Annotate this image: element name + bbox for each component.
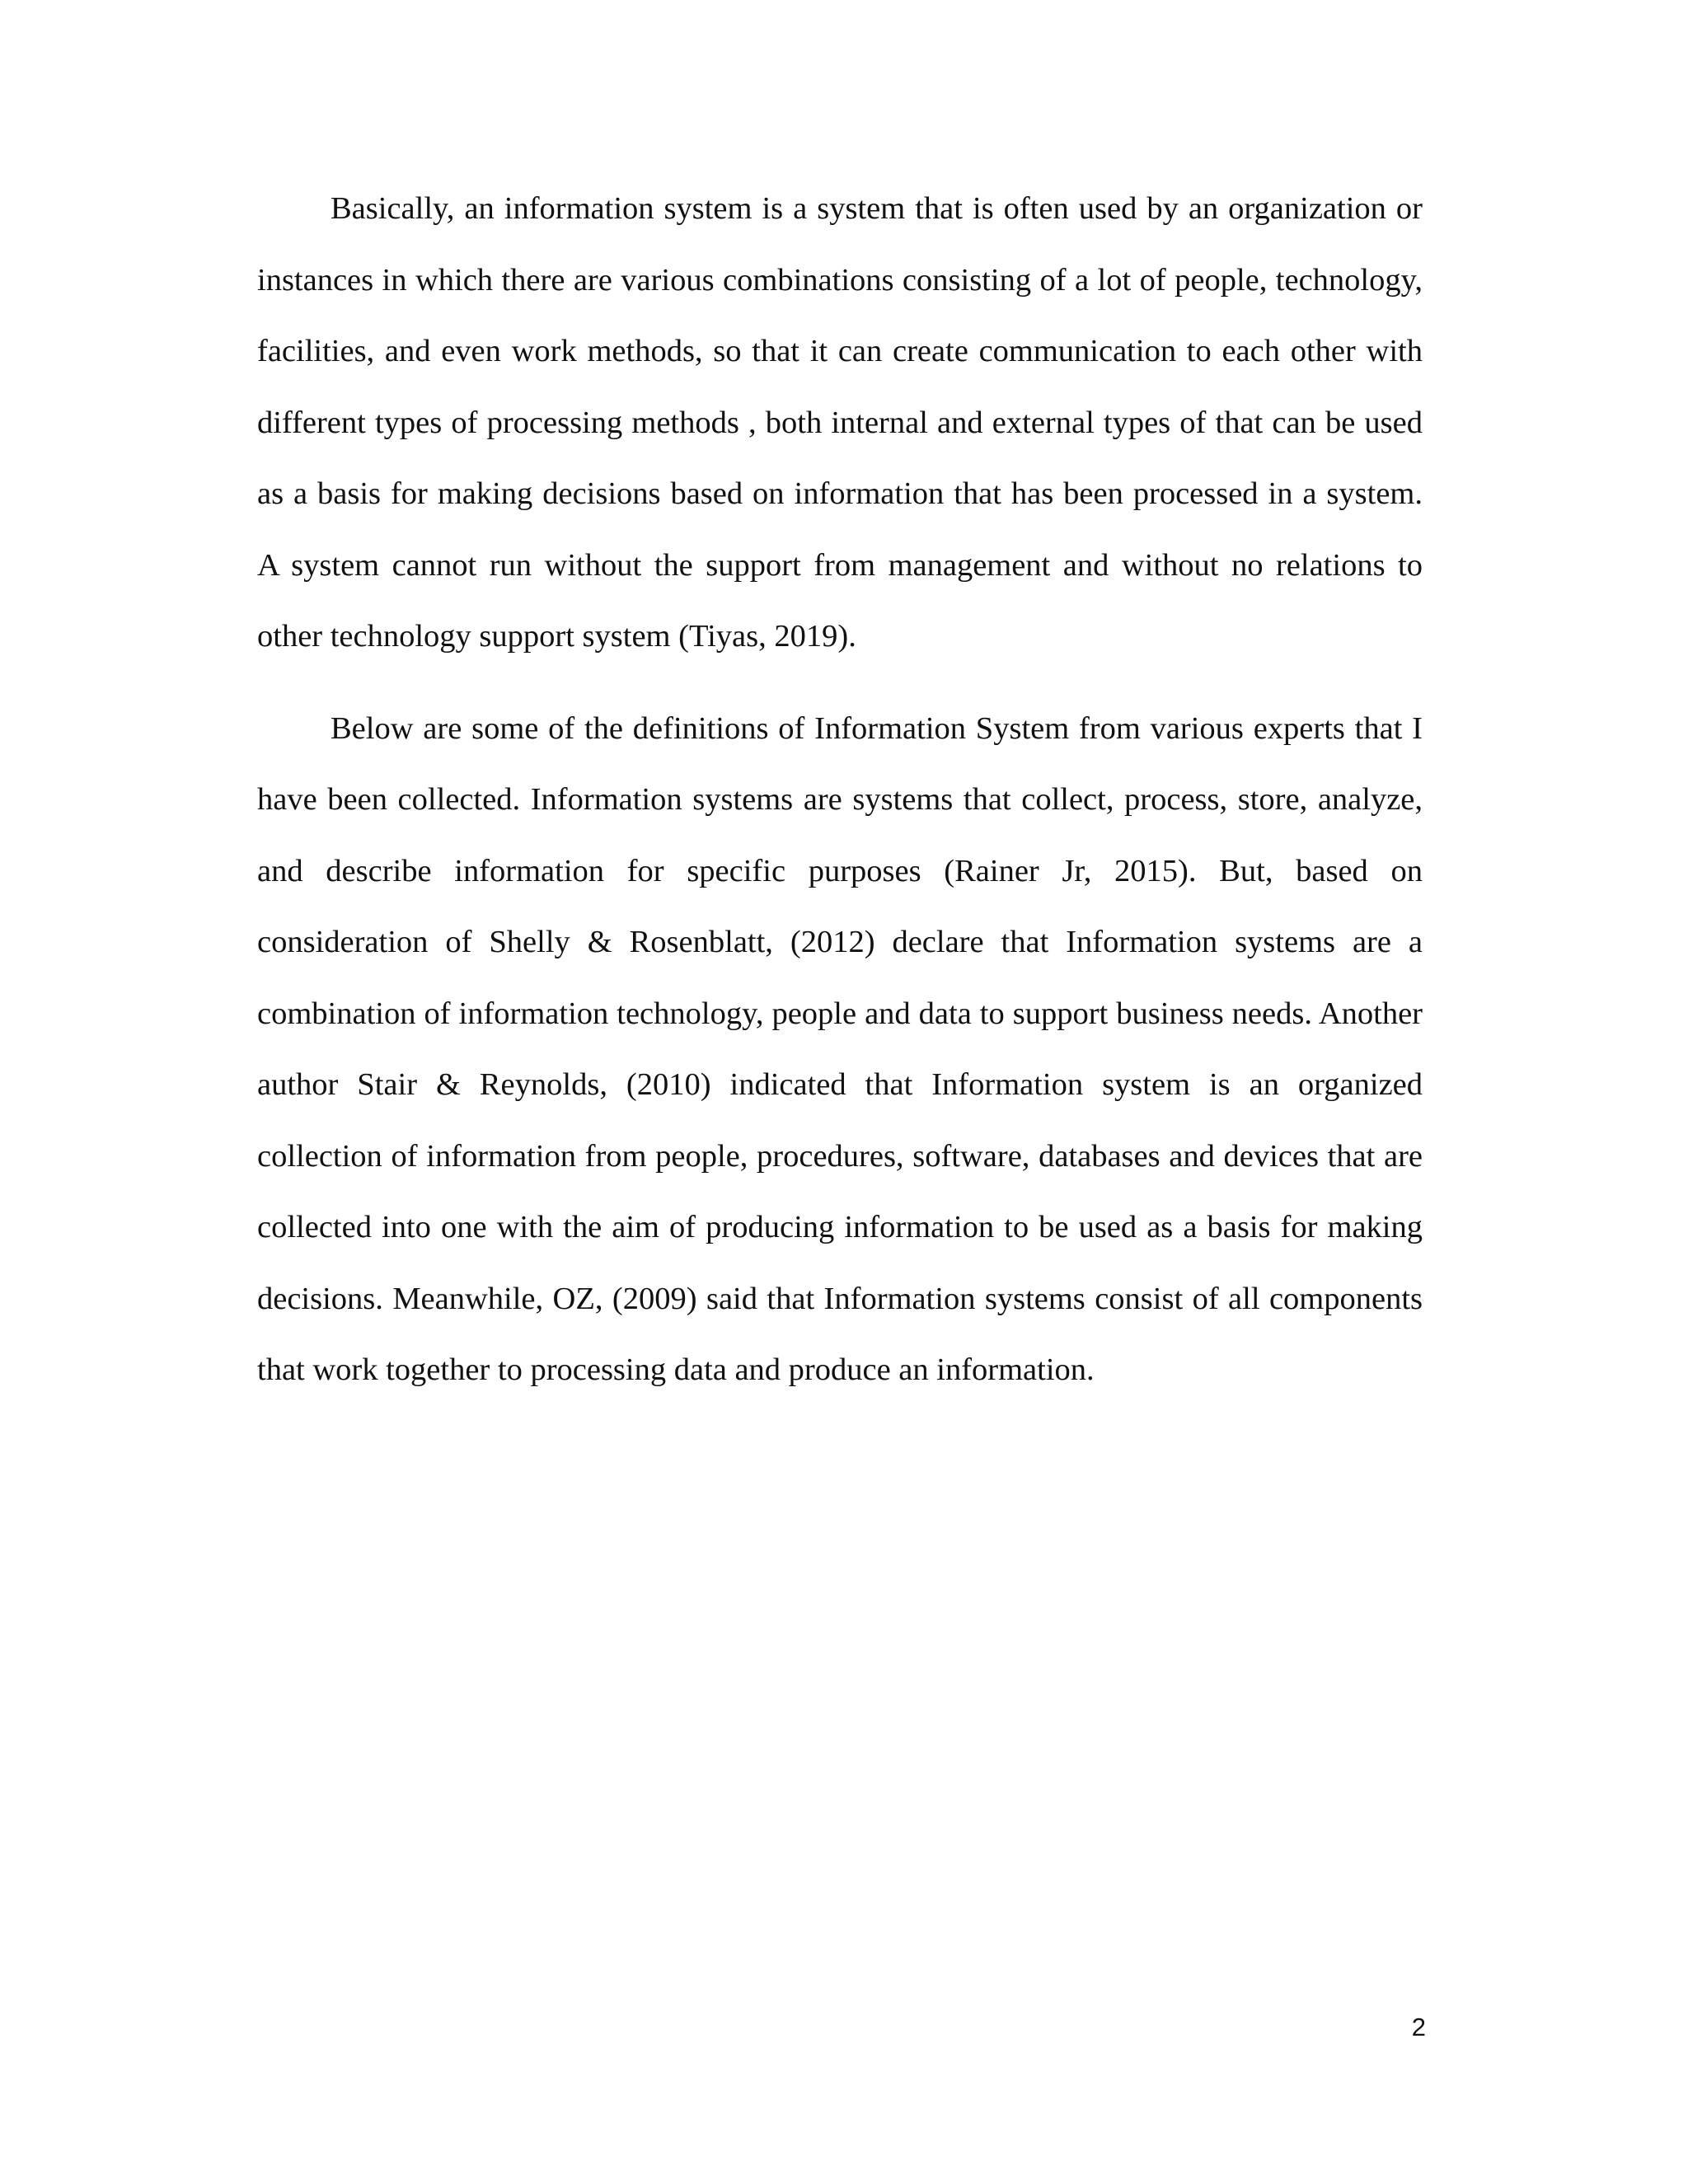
- page-number: 2: [1411, 2013, 1426, 2041]
- document-body: [257, 173, 1423, 1406]
- paragraph-information-system-overview: Basically, an information system is a system that is often used by an organization or instances in which there are various combinations consisting of a lot of people, technology, facilities, and even work methods, so that it can create communication to each other with different types of processing methods , both internal and external types of that can be used as a basis for making decisions based on information that has been processed in a system. A system cannot run without the support from management and without no relations to other technology support system (Tiyas, 2019).: [257, 191, 1423, 654]
- paragraph-information-system-definitions: Below are some of the definitions of Information System from various experts that I have been collected. Information systems are systems that collect, process, store, analyze, and describe information for specific purposes (Rainer Jr, 2015). But, based on consideration of Shelly & Rosenblatt, (2012) declare that Information systems are a combination of information technology, people and data to support business needs. Another author Stair & Reynolds, (2010) indicated that Information system is an organized collection of information from people, procedures, software, databases and devices that are collected into one with the aim of producing information to be used as a basis for making decisions. Meanwhile, OZ, (2009) said that Information systems consist of all components that work together to processing data and produce an information.: [257, 710, 1423, 1387]
